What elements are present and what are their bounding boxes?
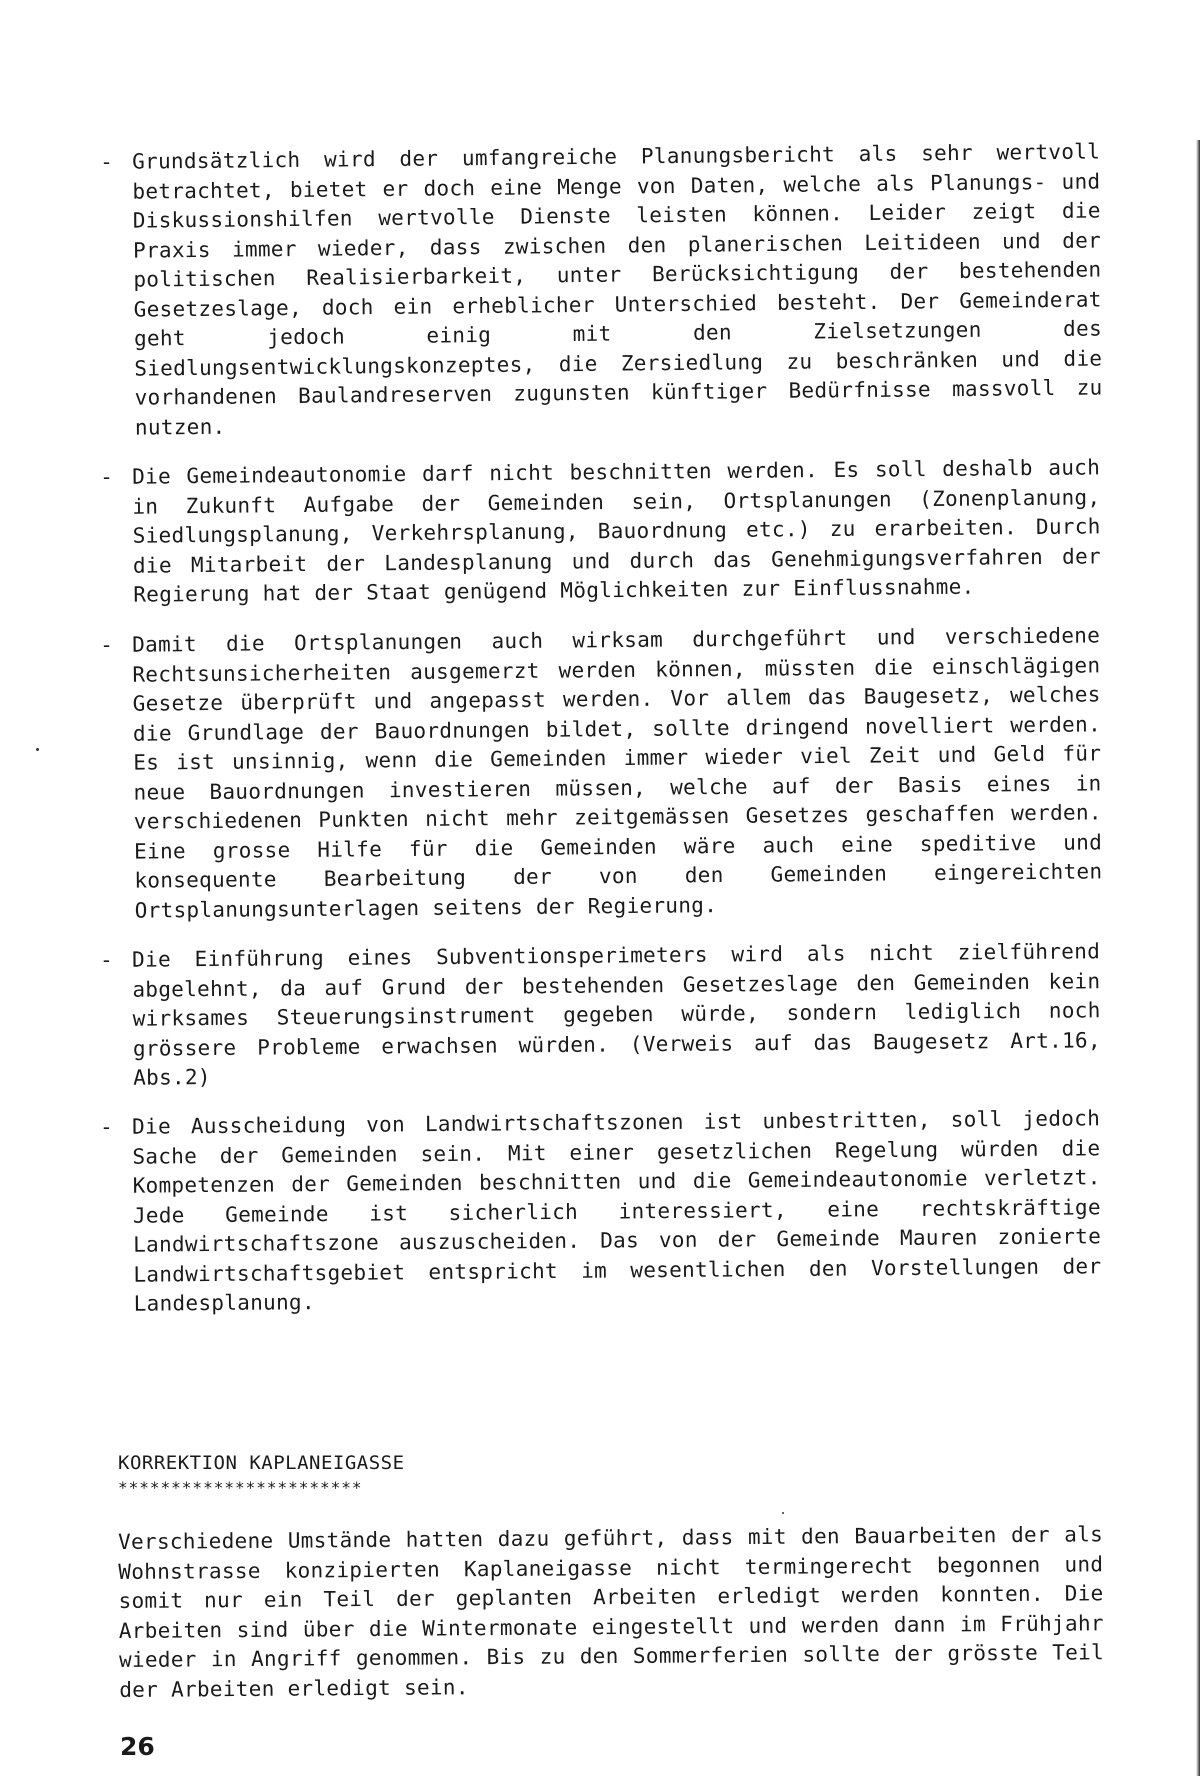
list-item bbox=[100, 1104, 1102, 1319]
bullet-text: Die Ausscheidung von Landwirtschaftszonen ist unbestritten, soll jedoch Sache der Gemeinden sein. Mit einer gesetzlichen Regelung würden die Kompetenzen der Gemeinden beschnitten und die Gemeindeautonomie verletzt. Jede Gemeinde ist sicherlich interessiert, eine rechtskräftige Landwirtschaftszone auszuscheiden. Das von der Gemeinde Mauren zonierte Landwirtschaftsgebiet entspricht im wesentlichen den Vorstellungen der Landesplanung. bbox=[132, 1106, 1102, 1316]
section-heading: KORREKTION KAPLANEIGASSE bbox=[118, 1452, 405, 1474]
bullet-dash: - bbox=[100, 947, 113, 972]
bullet-dash: - bbox=[100, 1114, 113, 1139]
list-item bbox=[100, 138, 1103, 443]
bullet-text: Die Gemeindeautonomie darf nicht beschnitten werden. Es soll deshalb auch in Zukunft Aufgabe der Gemeinden sein, Ortsplanungen (Zonenplanung, Siedlungsplanung, Verkehrsplanung, Bauordnung etc.) zu erarbeiten. Durch die Mitarbeit der Landesplanung und durch das Genehmigungsverfahren der Regierung hat der Staat genügend Möglichkeiten zur Einflussnahme. bbox=[132, 455, 1102, 607]
bullet-text: Grundsätzlich wird der umfangreiche Planungsbericht als sehr wertvoll betrachtet, bietet er doch eine Menge von Daten, welche als Planungs- und Diskussionshilfen wertvolle Dienste leisten können. Leider zeigt die Praxis immer wieder, dass zwischen den planerischen Leitideen und der politischen Realisierbarkeit, unter Berücksichtigung der bestehenden Gesetzeslage, doch ein erheblicher Unterschied besteht. Der Gemeinderat geht jedoch einig mit den Zielsetzungen des Siedlungsentwicklungskonzeptes, die Zersiedlung zu beschränken und die vorhandenen Baulandreserven zugunsten künftiger Bedürfnisse massvoll zu nutzen. bbox=[132, 139, 1103, 440]
list-item bbox=[100, 621, 1103, 926]
bullet-dash: - bbox=[100, 632, 113, 657]
bullet-text: Damit die Ortsplanungen auch wirksam durchgeführt und verschiedene Rechtsunsicherheiten ausgemerzt werden können, müssten die einschlägigen Gesetze überprüft und angepasst werden. Vor allem das Baugesetz, welches die Grundlage der Bauordnungen bildet, sollte dringend novelliert werden. Es ist unsinnig, wenn die Gemeinden immer wieder viel Zeit und Geld für neue Bauordnungen investieren müssen, welche auf der Basis eines in verschiedenen Punkten nicht mehr zeitgemässen Gesetzes geschaffen werden. Eine grosse Hilfe für die Gemeinden wäre auch eine speditive und konsequente Bearbeitung der von den Gemeinden eingereichten Ortsplanungsunterlagen seitens der Regierung. bbox=[132, 622, 1103, 922]
list-item bbox=[100, 937, 1101, 1093]
bullet-text: Die Einführung eines Subventionsperimeters wird als nicht zielführend abgelehnt, da auf Grund der bestehenden Gesetzeslage den Gemeinden kein wirksames Steuerungsinstrument gegeben würde, sondern lediglich noch grössere Probleme erwachsen würden. (Verweis auf das Baugesetz Art.16, Abs.2) bbox=[132, 938, 1101, 1090]
page-number: 26 bbox=[120, 1732, 155, 1761]
bullet-dash: - bbox=[100, 464, 113, 489]
bullet-list bbox=[100, 139, 1103, 1340]
page-edge-shadow bbox=[1196, 140, 1200, 1776]
section-paragraph: Verschiedene Umstände hatten dazu geführt, dass mit den Bauarbeiten der als Wohnstrasse konzipierten Kaplaneigasse nicht termingerecht begonnen und somit nur ein Teil der geplanten Arbeiten erledigt werden konnten. Die Arbeiten sind über die Wintermonate eingestellt und werden dann im Frühjahr wieder in Angriff genommen. Bis zu den Sommerferien sollte der grösste Teil der Arbeiten erledigt sein. bbox=[118, 1522, 1105, 1702]
bullet-dash: - bbox=[100, 149, 113, 174]
scan-speck bbox=[36, 748, 39, 751]
list-item bbox=[100, 453, 1101, 610]
scan-speck bbox=[782, 1512, 784, 1514]
heading-underline: *********************** bbox=[118, 1478, 363, 1497]
